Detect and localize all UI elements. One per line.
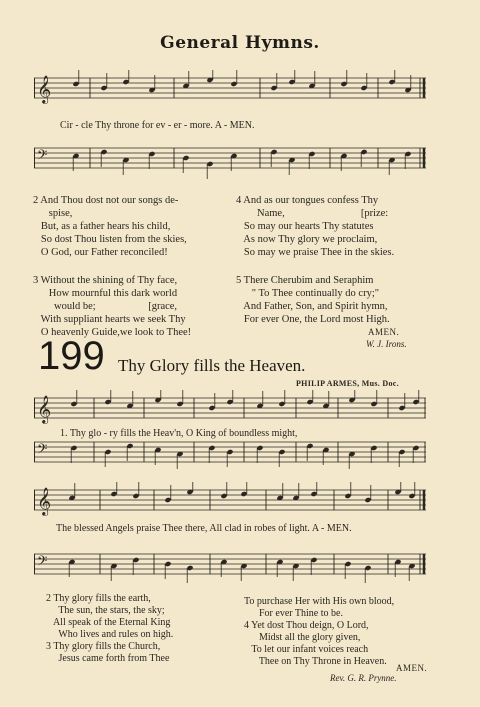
bass-clef-icon: 𝄢 xyxy=(37,553,48,572)
top-amen: AMEN. xyxy=(368,327,400,337)
verses-bottom-right: To purchase Her with His own blood, For ever Thine to be. 4 Yet dost Thou deign, O Lord, Midst all the glory given, To let our infant voices reach Thee on Thy Throne in Heaven. xyxy=(244,596,395,667)
hymn-title: Thy Glory fills the Heaven. xyxy=(118,356,306,375)
hymn-lyrics-line-2: The blessed Angels praise Thee there, All clad in robes of light. A - MEN. xyxy=(56,523,352,534)
verse-3-top: 3 Without the shining of Thy face, How mournful this dark world would be; [grace, With suppliant hearts we seek Thy O heavenly Guide,we look to Thee! xyxy=(33,275,192,338)
page-header: General Hymns. xyxy=(160,33,320,53)
hymn-system-2 xyxy=(34,482,426,590)
bass-clef-icon: 𝄢 xyxy=(37,441,48,460)
composer: PHILIP ARMES, Mus. Doc. xyxy=(296,379,399,388)
verse-4-top: 4 And as our tongues confess Thy Name, [prize: So may our hearts Thy statutes As now Thy glory we proclaim, So may we praise Thee in the skies. xyxy=(236,195,395,258)
hymn-lyrics-line-1: 1. Thy glo - ry fills the Heav'n, O King of boundless might, xyxy=(60,428,298,439)
verses-bottom-left: 2 Thy glory fills the earth, The sun, the stars, the sky; All speak of the Eternal King Who lives and rules on high. 3 Thy glory fills the Church, Jesus came forth from Thee xyxy=(46,593,174,664)
top-lyrics: Cir - cle Thy throne for ev - er - more. A - MEN. xyxy=(60,120,255,131)
hymn-number: 199 xyxy=(38,334,105,378)
bass-clef-icon: 𝄢 xyxy=(37,147,48,166)
verse-5-top: 5 There Cherubim and Seraphim " To Thee continually do cry;" And Father, Son, and Spirit hymn, For ever One, the Lord most High. xyxy=(236,275,390,325)
hymn-staff-notation-2 xyxy=(34,482,426,590)
bottom-author: Rev. G. R. Prynne. xyxy=(330,673,397,683)
top-author: W. J. Irons. xyxy=(366,339,407,349)
verse-2-top: 2 And Thou dost not our songs de- spise, But, as a father hears his child, So dost Thou listen from the skies, O God, our Father reconciled! xyxy=(33,195,187,258)
treble-clef-icon: 𝄞 xyxy=(37,75,52,103)
bottom-amen: AMEN. xyxy=(396,663,428,673)
treble-clef-icon: 𝄞 xyxy=(37,487,52,515)
treble-clef-icon: 𝄞 xyxy=(37,395,52,423)
